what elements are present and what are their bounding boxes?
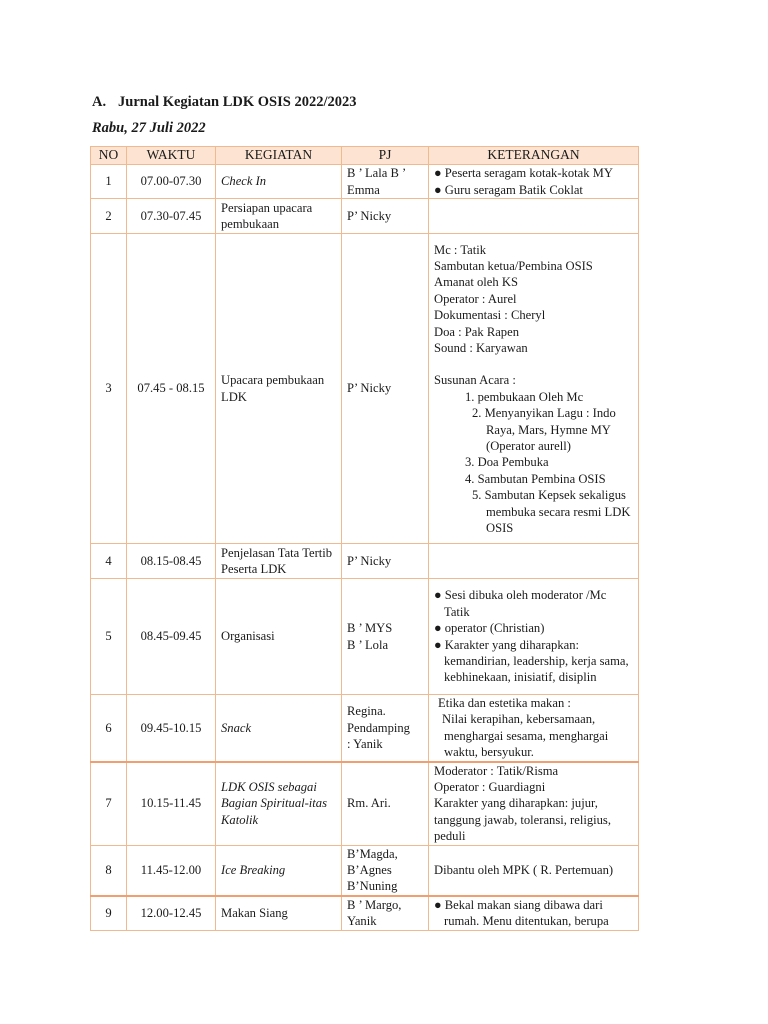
cell-kegiatan: Check In [216,165,342,199]
keterangan-item: ● operator (Christian) [434,621,545,636]
cell-pj: P’ Nicky [342,199,429,234]
header-kegiatan: KEGIATAN [216,147,342,165]
pj-line: Yanik [347,914,377,929]
keterangan-line: Sound : Karyawan [434,340,528,355]
keterangan-item: ● Peserta seragam kotak-kotak MY [434,166,613,181]
table-header-row [91,147,639,165]
cell-waktu: 12.00-12.45 [127,896,216,930]
table-row [91,762,639,846]
cell-keterangan [429,199,639,234]
cell-no: 6 [91,695,127,762]
cell-pj: P’ Nicky [342,234,429,544]
cell-kegiatan: Upacara pembukaan LDK [216,234,342,544]
susunan-item: 3. Doa Pembuka [465,455,549,470]
cell-kegiatan: Organisasi [216,579,342,695]
cell-no: 1 [91,165,127,199]
keterangan-line: Dokumentasi : Cheryl [434,308,546,323]
susunan-item: 4. Sambutan Pembina OSIS [465,471,606,486]
pj-line: Regina. [347,704,386,719]
keterangan-line: Nilai kerapihan, kebersamaan, menghargai sesama, menghargai waktu, bersyukur. [442,712,609,760]
pj-line: : Yanik [347,737,383,752]
susunan-title: Susunan Acara : [434,373,516,388]
header-waktu: WAKTU [127,147,216,165]
keterangan-item: ● Guru seragam Batik Coklat [434,182,583,197]
susunan-item: 1. pembukaan Oleh Mc [465,389,584,404]
keterangan-item: ● Bekal makan siang dibawa dari rumah. Menu ditentukan, berupa [434,897,609,929]
susunan-item: 2. Menyanyikan Lagu : Indo Raya, Mars, Hymne MY (Operator aurell) [472,406,616,454]
table-row [91,845,639,896]
keterangan-line: Karakter yang diharapkan: jujur, tanggung jawab, toleransi, religius, peduli [434,796,611,844]
section-letter: A. [92,94,107,110]
pj-line: B’Agnes [347,863,392,878]
cell-keterangan [429,579,639,695]
table-row [91,579,639,695]
cell-no: 2 [91,199,127,234]
pj-line: B ’ Lola [347,637,389,652]
cell-keterangan [429,762,639,846]
keterangan-line: Moderator : Tatik/Risma [434,763,559,778]
schedule-date: Rabu, 27 Juli 2022 [92,120,206,136]
section-title: Jurnal Kegiatan LDK OSIS 2022/2023 [118,94,357,110]
cell-keterangan [429,896,639,930]
section-heading [92,94,356,111]
cell-kegiatan: Persiapan upacara pembukaan [216,199,342,234]
schedule-table [90,146,639,931]
header-keterangan: KETERANGAN [429,147,639,165]
table-row [91,234,639,544]
keterangan-line: Etika dan estetika makan : [438,696,571,710]
cell-keterangan [429,695,639,762]
cell-kegiatan: Snack [216,695,342,762]
keterangan-line: Dibantu oleh MPK ( R. Pertemuan) [434,863,614,878]
pj-line: B’Nuning [347,879,398,894]
cell-waktu: 08.45-09.45 [127,579,216,695]
cell-waktu: 07.00-07.30 [127,165,216,199]
cell-keterangan [429,165,639,199]
cell-kegiatan: LDK OSIS sebagai Bagian Spiritual-itas Katolik [216,762,342,846]
pj-line: Pendamping [347,720,410,735]
cell-keterangan [429,234,639,544]
cell-kegiatan: Makan Siang [216,896,342,930]
table-row [91,199,639,234]
cell-kegiatan: Penjelasan Tata Tertib Peserta LDK [216,544,342,579]
cell-no: 5 [91,579,127,695]
keterangan-line: Amanat oleh KS [434,275,518,290]
susunan-item: 5. Sambutan Kepsek sekaligus membuka secara resmi LDK OSIS [472,488,631,536]
header-pj: PJ [342,147,429,165]
cell-waktu: 08.15-08.45 [127,544,216,579]
keterangan-item: ● Sesi dibuka oleh moderator /Mc Tatik [434,588,607,619]
table-row [91,544,639,579]
cell-no: 7 [91,762,127,846]
table-row [91,165,639,199]
cell-waktu: 09.45-10.15 [127,695,216,762]
cell-pj [342,695,429,762]
cell-pj: Rm. Ari. [342,762,429,846]
pj-line: B ’ MYS [347,621,393,636]
keterangan-line: Mc : Tatik [434,242,487,257]
cell-no: 8 [91,845,127,896]
cell-keterangan [429,845,639,896]
cell-kegiatan: Ice Breaking [216,845,342,896]
cell-waktu: 07.45 - 08.15 [127,234,216,544]
cell-waktu: 07.30-07.45 [127,199,216,234]
cell-pj [342,896,429,930]
keterangan-line: Operator : Guardiagni [434,780,546,795]
cell-no: 9 [91,896,127,930]
keterangan-line: Sambutan ketua/Pembina OSIS [434,258,593,273]
cell-pj: P’ Nicky [342,544,429,579]
cell-waktu: 11.45-12.00 [127,845,216,896]
cell-keterangan [429,544,639,579]
cell-pj [342,845,429,896]
header-no: NO [91,147,127,165]
cell-no: 4 [91,544,127,579]
pj-line: B’Magda, [347,846,398,861]
keterangan-line: Doa : Pak Rapen [434,324,519,339]
cell-pj [342,579,429,695]
keterangan-line: Operator : Aurel [434,291,517,306]
cell-pj: B ’ Lala B ’ Emma [342,165,429,199]
pj-line: B ’ Margo, [347,897,402,912]
cell-waktu: 10.15-11.45 [127,762,216,846]
spacer [434,356,633,372]
table-row [91,695,639,762]
table-row [91,896,639,930]
keterangan-item: ● Karakter yang diharapkan: kemandirian, leadership, kerja sama, kebhinekaan, inisiatif, disiplin [434,637,629,685]
cell-no: 3 [91,234,127,544]
